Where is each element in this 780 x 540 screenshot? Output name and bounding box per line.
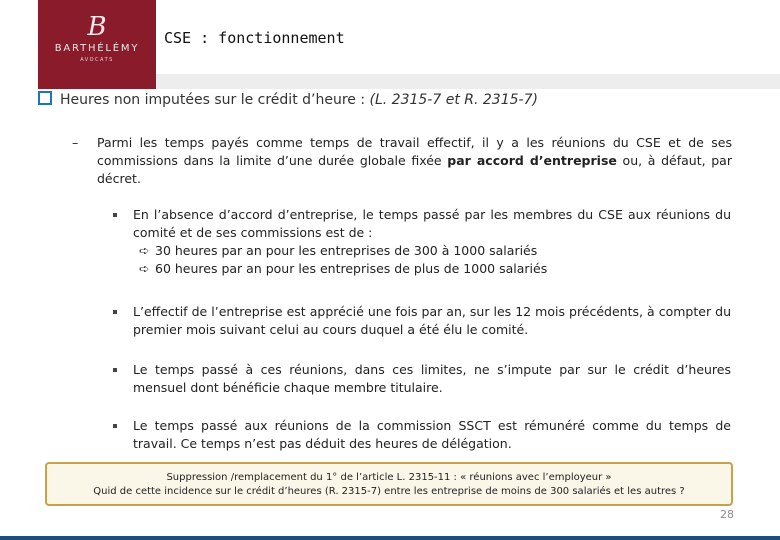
bullet-text: Le temps passé aux réunions de la commission SSCT est rémunéré comme du temps de travail. Ce temps n’est pas déduit des heures de délégation. bbox=[133, 418, 731, 451]
section-heading bbox=[38, 91, 538, 108]
bullet-text: En l’absence d’accord d’entreprise, le temps passé par les membres du CSE aux réunions du comité et de ses commissions est de : bbox=[133, 207, 731, 240]
logo-tagline: AVOCATS bbox=[80, 57, 114, 63]
bullet-item bbox=[113, 206, 731, 278]
sub-item-text: 30 heures par an pour les entreprises de 300 à 1000 salariés bbox=[155, 243, 538, 258]
square-bullet-icon bbox=[113, 310, 117, 314]
bullet-item bbox=[113, 417, 731, 453]
intro-text-bold: par accord d’entreprise bbox=[447, 153, 617, 168]
page-title: CSE : fonctionnement bbox=[164, 29, 345, 47]
bullet-item bbox=[113, 361, 731, 397]
intro-text-before: Parmi les temps payés comme temps de travail effectif, il y a les réunions du CSE et de ses commissions dans la limite d’une durée globale fixée bbox=[97, 135, 732, 168]
bullet-text: L’effectif de l’entreprise est apprécié une fois par an, sur les 12 mois précédents, à compter du premier mois suivant celui au cours duquel a été élu le comité. bbox=[133, 304, 731, 337]
page-number: 28 bbox=[720, 508, 734, 521]
square-bullet-icon bbox=[113, 213, 117, 217]
logo-initial: B bbox=[87, 12, 107, 42]
sub-item-text: 60 heures par an pour les entreprises de plus de 1000 salariés bbox=[155, 261, 548, 276]
checkbox-square-icon bbox=[38, 91, 52, 105]
header-divider bbox=[156, 74, 780, 89]
heading-reference: (L. 2315-7 et R. 2315-7) bbox=[369, 92, 538, 108]
arrow-right-icon: ➪ bbox=[139, 243, 150, 258]
intro-paragraph bbox=[72, 134, 732, 188]
intro-text bbox=[97, 134, 732, 188]
square-bullet-icon bbox=[113, 424, 117, 428]
logo-name: BARTHÉLÉMY bbox=[54, 43, 140, 54]
sub-item bbox=[139, 242, 731, 260]
note-box bbox=[45, 462, 733, 506]
dash-marker: – bbox=[72, 135, 79, 150]
intro-text-after: ou, à défaut, par décret. bbox=[97, 153, 732, 186]
arrow-right-icon: ➪ bbox=[139, 261, 150, 276]
note-line-2: Quid de cette incidence sur le crédit d’heures (R. 2315-7) entre les entreprise de moins de 300 salariés et les autres ? bbox=[93, 486, 685, 497]
bullet-text: Le temps passé à ces réunions, dans ces limites, ne s’impute par sur le crédit d’heures mensuel dont bénéficie chaque membre titulaire. bbox=[133, 362, 731, 395]
footer-bar bbox=[0, 536, 780, 540]
note-line-1: Suppression /remplacement du 1° de l’article L. 2315-11 : « réunions avec l’employeur » bbox=[166, 472, 612, 483]
square-bullet-icon bbox=[113, 368, 117, 372]
sub-item bbox=[139, 260, 731, 278]
heading-text: Heures non imputées sur le crédit d’heure : bbox=[60, 92, 370, 108]
logo bbox=[38, 0, 156, 89]
bullet-item bbox=[113, 303, 731, 339]
